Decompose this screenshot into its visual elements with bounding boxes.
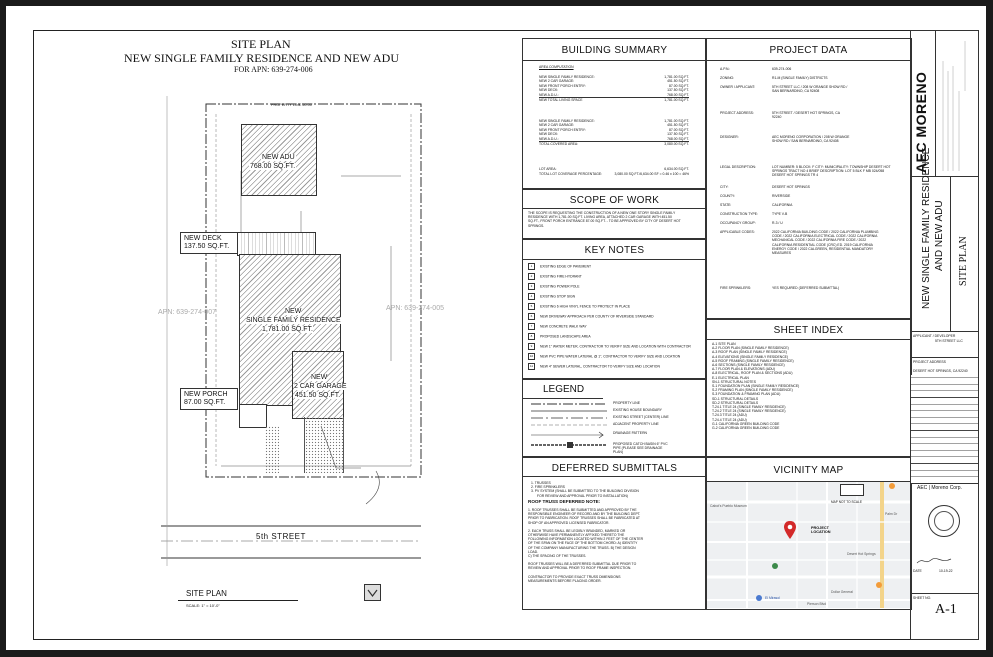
sheet-title-vertical: SITE PLAN [958,236,969,286]
note-text: EXISTING EDGE OF PAVEMENT [540,264,592,269]
deferred-panel [522,456,707,610]
pd-value: LOT NUMBER: 5 BLOCK: F CITY: MUNICIPALITY: TOWNSHIP DESERT HOT SPRINGS TRACT NO 4 BRIEF DESCRIPTION: LOT 5 BLK F MB 024/058 DESERT HOT SPRINGS TR 4 [772,165,891,178]
map-label: Palm Dr [885,512,898,516]
engineer-seal-icon [928,505,960,537]
note-text: EXISTING 6 HIGH VINYL FENCE TO PROTECT IN PLACE [540,304,631,309]
deferred-item: 1. TRUSSES [531,481,551,485]
row-b-value: 137.50 SQ.FT. [667,132,689,137]
legend-item: EXISTING STREET (CENTER) LINE [613,415,669,419]
sheet-index-item: SD-2 STRUCTURAL DETAILS [712,400,759,405]
street-label: 5th STREET [256,532,306,541]
truss-line: PRIOR TO FABRICATION. ROOF TRUSSES SHALL BE FABRICATED AT [528,516,640,521]
row-a-label: NEW A.D.U.: [539,92,559,97]
residence-label-2: SINGLE FAMILY RESIDENCE [246,317,341,324]
total-covered-label: TOTAL COVERED AREA: [539,141,579,146]
sheet-index-list [712,342,799,430]
note-text: EXISTING FIRE HYDRANT [540,274,582,279]
vicinity-map[interactable] [707,482,910,608]
row-b-value: 1,781.00 SQ.FT. [664,119,689,123]
deferred-title: DEFERRED SUBMITTALS [551,463,678,474]
truss-line: OF THE COMPANY MANUFACTURING THE TRUSS. B) THE DESIGN [528,545,636,550]
map-label: Cabot's Pueblo Museum [710,504,747,508]
sheet-index-item: T-24.1 TITLE 24 (SINGLE FAMILY RESIDENCE) [712,405,786,410]
project-title-2: AND NEW ADU [934,200,945,271]
scope-text: THE SCOPE IS REQUESTING THE CONSTRUCTION OF A NEW ONE STORY SINGLE FAMILY [528,211,676,215]
truss-line: C) THE SPACING OF THE TRUSSES. [528,554,587,559]
garage-label-2: 2 CAR GARAGE [294,383,347,390]
row-a-value: 87.00 SQ.FT. [669,83,689,88]
site-plan-title: SITE PLAN [231,37,291,51]
note-text: PROPOSED LANDSCAPE AREA [540,334,591,339]
truss-line: SHOP OF AN APPROVED LICENSED FABRICATOR. [528,520,610,525]
site-plan-linework [161,96,521,566]
row-b-label: NEW 2 CAR GARAGE: [539,123,575,128]
note-number: 7 [528,323,535,330]
walkway [265,426,279,473]
lot-cov-label: TOTAL LOT COVERAGE PERCENTAGE: [539,172,603,176]
truss-header: ROOF TRUSS DEFERRED NOTE: [528,499,601,504]
row-b-value: 451.50 SQ.FT. [667,123,689,128]
sheet-index-item: S-3 FOUNDATION & FRAMING PLAN (ADU) [712,392,781,397]
property-line-label: PROPERTY LINE 50.00' [271,103,313,107]
date-value: 10-19-22 [939,569,953,573]
pd-value: 5TH STREET / DESERT HOT SPRINGS, CA 92240 [772,111,840,120]
legend-item: ADJACENT PROPERTY LINE [613,422,659,426]
key-notes-list [528,263,704,373]
truss-line: OTHERWISE HAVE PERMANENTLY AFFIXED THERETO THE [528,533,625,538]
row-a-label: NEW DECK: [539,88,559,93]
row-b-label: NEW SINGLE FAMILY RESIDENCE: [539,119,595,123]
deferred-item: 3. PV SYSTEM (SHALL BE SUBMITTED TO THE BUILDING DIVISION [531,489,639,494]
sheet-index-item: S-2 FRAMING PLAN (SINGLE FAMILY RESIDENCE) [712,388,793,393]
pd-value: YES REQUIRED (DEFERRED SUBMITTAL) [772,286,840,290]
sheet-index-item: A-5 ROOF FRAMING (SINGLE FAMILY RESIDENCE) [712,358,794,363]
note-text: NEW 1" WATER METER, CONTRACTOR TO VERIFY SIZE AND LOCATION WITH CONTRACTOR [540,344,691,349]
pd-label: DESIGNER: [720,135,739,139]
row-a-label: NEW 2 CAR GARAGE: [539,79,575,84]
area-rows-a [539,75,689,103]
map-roads [707,482,910,608]
vicinity-panel [705,456,912,610]
truss-line: FOLLOWING INFORMATION LOCATED WITHIN 2 FEET OF THE CENTER [528,537,644,542]
deferred-item: FOR REVIEW AND APPROVAL PRIOR TO INSTALLATION) [537,493,628,498]
pd-label: ZONING: [720,76,735,80]
note-number: 1 [528,263,535,270]
site-plan-subtitle: NEW SINGLE FAMILY RESIDENCE AND NEW ADU [124,51,400,65]
project-location-label: PROJECT LOCATION [811,526,831,535]
legend-item: PROPERTY LINE [613,401,641,405]
lot-area-value: 6,634.00 SQ.FT. [664,167,689,171]
revision-grid [911,375,978,483]
scope-text: SPRINGS. [528,223,545,228]
address-value: DESERT HOT SPRINGS, CA 92240 [913,369,968,373]
porch-footprint [239,404,267,428]
note-number: 4 [528,293,535,300]
legend-title: LEGEND [543,384,585,395]
sheet-index-item: S-1 FOUNDATION PLAN (SINGLE FAMILY RESIDENCE) [712,384,800,389]
note-text: EXISTING STOP SIGN [540,294,576,299]
garage-area: 451.50 SQ.FT. [295,392,341,399]
map-label: Pierson Blvd [807,602,827,606]
truss-paragraphs [528,508,643,583]
pd-value: CALIFORNIA [772,203,793,207]
address-label: PROJECT ADDRESS [913,360,946,364]
drawing-sheet [6,6,986,650]
drawing-title-underline [178,600,298,601]
total-living-label: NEW TOTAL LIVING SPACE [539,97,583,102]
note-number: 6 [528,313,535,320]
lot-coverage [539,167,689,177]
sheet-index-item: A-2 FLOOR PLAN (SINGLE FAMILY RESIDENCE) [712,346,789,351]
area-computation-header: AREA COMPUTATION [539,65,574,69]
pd-label: OCCUPANCY GROUP: [720,221,756,225]
row-b-value: 87.00 SQ.FT. [669,127,689,132]
key-notes-panel [522,238,707,380]
building-summary-title: BUILDING SUMMARY [561,45,668,56]
sheet-index-item: A-7 FLOOR PLAN & ELEVATIONS (ADU) [712,367,775,372]
pd-label: COUNTY: [720,194,736,198]
pd-label: LEGAL DESCRIPTION: [720,165,756,169]
total-covered-value: 3,080.00 SQ.FT. [664,141,689,146]
map-label: Desert Hot Springs [847,552,876,556]
row-a-label: NEW FRONT PORCH ENTRY: [539,83,586,88]
map-label: El Mirasol [765,596,780,600]
deferred-list [531,481,639,498]
note-number: 8 [528,333,535,340]
truss-line: CONTRACTOR TO PROVIDE EXACT TRUSS DIMENSIONS [528,574,621,579]
deck-footprint [237,232,316,256]
row-a-value: 451.50 SQ.FT. [667,79,689,84]
note-number: 10 [529,354,534,358]
sheet-index-panel [705,318,912,458]
truss-line: ROOF TRUSSES WILL BE A DEFERRED SUBMITTAL DUE PRIOR TO [528,562,637,567]
firm-logo: AEC MORENO [913,71,929,173]
scope-text: RESIDENCE WITH 1,781.00 SQ.FT. LIVING AREA, ATTACHED 2 CAR GARAGE WITH 451.50 [528,215,672,220]
row-b-label: NEW FRONT PORCH ENTRY: [539,127,586,132]
legend-item: PROPOSED CATCH BASIN 6" PVC PIPE (PLEASE SEE DRAINAGE PLAN) [613,442,668,455]
pd-label: STATE: [720,203,732,207]
project-title-1: NEW SINGLE FAMILY RESIDENCE [921,147,932,309]
legend-items [613,401,703,455]
lot-cov-value: 3,080.00 SQ.FT./6,634.00 SF = 0.46 x 100 = 46% [614,172,689,176]
scope-panel [522,188,707,240]
truss-line: 2. EACH TRUSS SHALL BE LEGIBLY BRANDED, MARKED OR [528,528,626,533]
sheet-index-item: T-24.2 TITLE 24 (SINGLE FAMILY RESIDENCE) [712,409,786,414]
pd-label: APPLICABLE CODES: [720,230,755,234]
row-b-label: NEW A.D.U.: [539,136,559,141]
truss-line: 1. ROOF TRUSSES SHALL BE SUBMITTED AND APPROVED BY THE [528,508,637,512]
sheet-index-item: A-4 ELEVATIONS (SINGLE FAMILY RESIDENCE) [712,354,789,359]
pd-value: R1-M (SINGLE FAMILY) DISTRICTS [772,76,828,80]
applicant-value: 5TH STREET LLC [935,339,963,343]
legend-panel [522,378,707,458]
pd-value: RIVERSIDE [772,194,791,198]
project-data-title: PROJECT DATA [769,45,848,56]
driveway [304,417,344,473]
legend-symbols [529,401,609,453]
truss-line: RESPONSIBLE ENGINEER OF RECORD AND BY THE BUILDING DEPT. [528,512,641,517]
truss-line: MEASUREMENTS BEFORE PLACING ORDER. [528,578,602,583]
porch-label: NEW PORCH [184,391,228,398]
firm-info [937,31,977,176]
pd-value: R-3 / U [772,221,783,225]
pd-value: TYPE V-B [772,212,788,216]
note-number: 3 [528,283,535,290]
site-plan-apn: FOR APN: 639-274-006 [234,65,313,74]
sheet-index-item: T-24.3 TITLE 24 (ADU) [712,413,747,418]
north-arrow-icon [364,584,381,601]
adu-label: NEW ADU [262,154,295,161]
sheet-index-item: A-8 ELECTRICAL, ROOF PLAN & SECTIONS (ADU) [712,371,793,376]
note-number: 2 [528,273,535,280]
row-a-value: 137.50 SQ.FT. [667,88,689,93]
pd-label: A.P.N.: [720,67,731,71]
vicinity-title: VICINITY MAP [773,465,844,476]
applicant-label: APPLICANT / DEVELOPER [913,334,956,338]
sheet-index-item: SD-1 STRUCTURAL DETAILS [712,396,759,401]
lot-area-label: LOT AREA: [539,167,557,171]
note-text: NEW 4" SEWER LATERAL, CONTRACTOR TO VERIFY SIZE AND LOCATION [540,364,660,369]
note-text: NEW CONCRETE WALK WAY [540,324,587,329]
deck-area: 137.50 SQ.FT. [184,243,230,250]
sheet-index-item: A-3 ROOF PLAN (SINGLE FAMILY RESIDENCE) [712,350,787,355]
row-a-label: NEW SINGLE FAMILY RESIDENCE: [539,75,595,79]
title-block [910,30,979,640]
adu-area: 768.00 SQ.FT. [250,163,296,170]
note-number: 9 [528,343,535,350]
note-number: 5 [528,303,535,310]
row-a-value: 1,781.00 SQ.FT. [664,75,689,79]
deferred-item: 2. FIRE SPRINKLERS [531,485,565,490]
row-b-value: 768.00 SQ.FT. [667,136,689,141]
pd-label: CITY: [720,185,729,189]
map-label: Dollar General [831,590,853,594]
pd-value: DESERT HOT SPRINGS [772,185,810,189]
truss-line: OF THE SPAN ON THE FACE OF THE BOTTOM CHORD: A) IDENTITY [528,541,638,546]
total-living-value: 1,781.00 SQ.FT. [664,97,689,102]
map-north-arrow-icon [840,484,864,496]
legend-item: DRAINAGE PATTERN [613,431,647,435]
location-pin-icon [783,520,797,540]
sheet-index-item: A-6 SECTIONS (SINGLE FAMILY RESIDENCE) [712,363,785,368]
corp-name: AEC | Moreno Corp. [917,485,962,491]
project-data-panel [705,38,912,320]
map-scale-note: MAP NOT TO SCALE [831,500,862,504]
signature-icon [915,556,955,566]
sheet-number: A-1 [935,602,957,617]
residence-label-1: NEW [285,308,302,315]
residence-area: 1,781.00 SQ.FT. [262,326,313,333]
sheet-index-item: SN-1 STRUCTURAL NOTES [712,379,756,384]
pd-value: 5TH STREET LLC / 208 W ORANGE SHOW RD / SAN BERNARDINO, CA 92408 [772,85,848,94]
pd-label: CONSTRUCTION TYPE: [720,212,758,216]
area-rows-b [539,119,689,147]
pd-label: FIRE SPRINKLERS: [720,286,752,290]
scope-title: SCOPE OF WORK [569,195,660,206]
project-data-rows [720,67,905,295]
deck-label: NEW DECK [184,235,222,242]
garage-label-1: NEW [311,374,328,381]
note-text: NEW DRIVEWAY APPROACH PER COUNTY OF RIVERSIDE STANDARD [540,314,654,319]
legend-item: EXISTING HOUSE BOUNDARY [613,408,662,412]
row-b-label: NEW DECK: [539,132,559,137]
sheet-index-item: E-1 ELECTRICAL PLAN [712,375,749,380]
note-number: 11 [529,364,534,368]
truss-line: LOAD. [528,549,539,554]
key-notes-title: KEY NOTES [584,245,645,256]
note-text: NEW PVC PIPE WATER LATERAL @ 1", CONTRACTOR TO VERIFY SIZE AND LOCATION [540,354,681,359]
sheet-index-item: G-2 CALIFORNIA GREEN BUILDING CODE [712,426,780,431]
note-text: EXISTING POWER POLE [540,284,580,289]
sheet-index-title: SHEET INDEX [773,325,844,336]
porch-area: 87.00 SQ.FT. [184,399,226,406]
apn-left: APN: 639-274-007 [158,309,216,316]
pd-value: 639-274-006 [772,67,792,71]
sheet-index-item: T-24.4 TITLE 24 (ADU) [712,417,747,422]
pd-value: 2022 CALIFORNIA BUILDING CODE / 2022 CALIFORNIA PLUMBING CODE / 2022 CALIFORNIA ELECTRICAL CODE / 2022 CALIFORNIA MECHANICAL CODE / 2022 CALIFORNIA FIRE CODE / 2022 CALIFORNIA RESIDENTIAL CODE (CRC) ED. 2019 CALIFORNIA ENERGY CODE / 2022 CALGREEN, RESIDENTIAL MANDATORY MEASURES [772,230,879,256]
row-a-value: 768.00 SQ.FT. [667,92,689,97]
building-summary-panel [522,38,707,190]
pd-label: PROJECT ADDRESS: [720,111,754,115]
truss-line: REVIEW AND APPROVAL PRIOR TO ROOF FRAME INSPECTION. [528,566,632,571]
drawing-title: SITE PLAN [186,589,227,598]
pd-label: OWNER / APPLICANT: [720,85,756,89]
drawing-scale: SCALE: 1" = 10'-0" [186,603,220,608]
scope-text: SQ.FT., FRONT PORCH ENTRANCE 87.00 SQ.FT. - TO BE APPROVED BY CITY OF DESERT HOT [528,219,681,224]
sheet-index-item: G-1 CALIFORNIA GREEN BUILDING CODE [712,421,780,426]
date-label: DATE [913,569,922,573]
apn-right: APN: 639-274-005 [386,305,444,312]
pd-value: AEC MORENO CORPORATION / 208 W ORANGE SHOW RD / SAN BERNARDINO, CA 92408 [772,135,850,144]
sheet-index-item: A-1 SITE PLAN [712,342,736,346]
sheet-no-label: SHEET NO. [913,596,932,600]
